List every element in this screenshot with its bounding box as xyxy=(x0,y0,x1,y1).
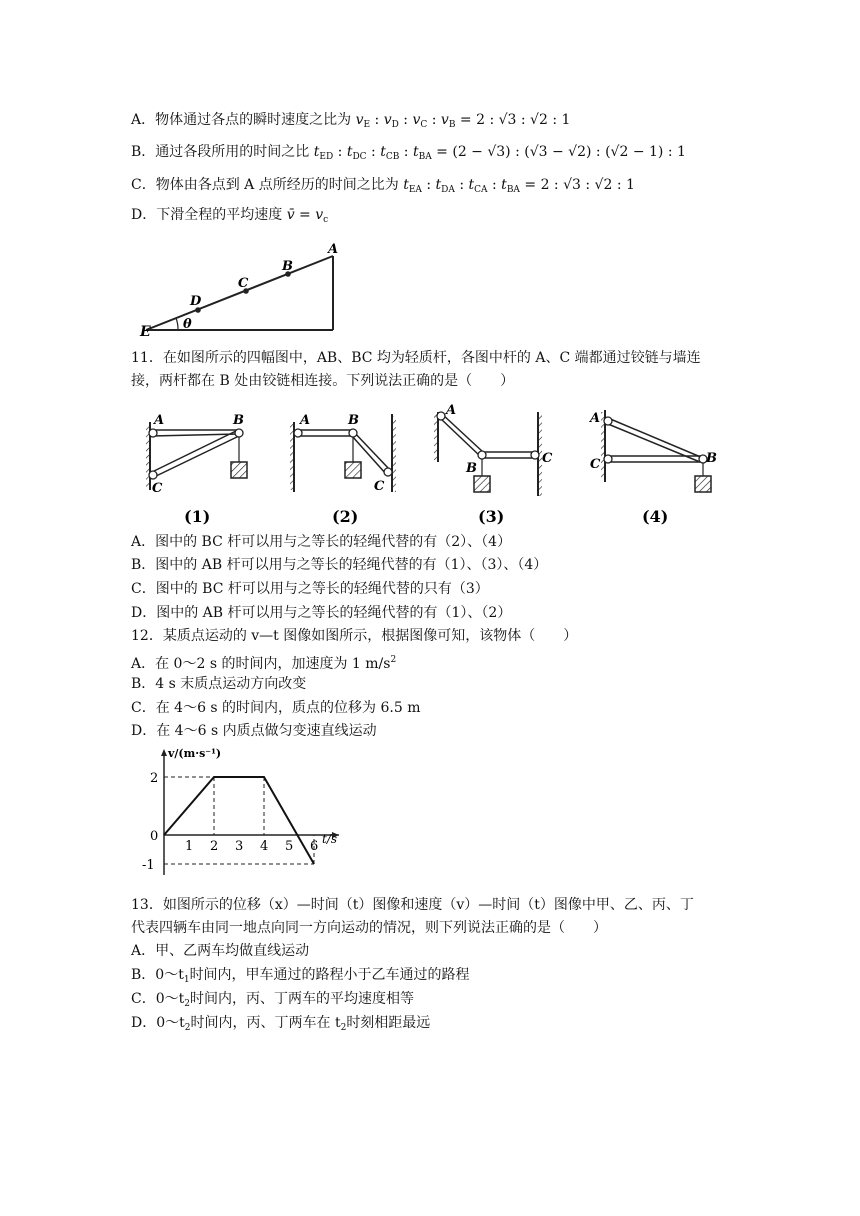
q11-stem-line2: 接，两杆都在 B 处由铰链相连接。下列说法正确的是（ ） xyxy=(131,373,515,389)
svg-text:A: A xyxy=(446,403,457,418)
label-e: E xyxy=(140,324,151,340)
q10-option-c: C．物体由各点到 A 点所经历的时间之比为 $t_{EA}$ : $t_{DA}$ : $t_{CA}$ : $t_{BA} = 2$ : √3 : √2 : 1 xyxy=(131,177,635,195)
truss-figure-3 xyxy=(434,403,553,526)
q11-stem-line1: 11．在如图所示的四幅图中，AB、BC 均为轻质杆，各图中杆的 A、C 端都通过铰链与墙连 xyxy=(131,350,701,366)
x-tick-label: 1 xyxy=(185,839,194,854)
q12-stem: 12．某质点运动的 v—t 图像如图所示，根据图像可知，该物体（ ） xyxy=(131,628,578,644)
q11-option-c: C．图中的 BC 杆可以用与之等长的轻绳代替的只有（3） xyxy=(131,581,489,597)
svg-text:C: C xyxy=(590,457,601,472)
truss-figure-1 xyxy=(146,413,247,526)
svg-text:C: C xyxy=(152,481,163,496)
svg-text:B: B xyxy=(466,461,477,476)
label-theta: θ xyxy=(183,317,192,332)
q13-option-d: D．$0\sim t_2$时间内，丙、丁两车在 $t_2$时刻相距最远 xyxy=(131,1015,431,1033)
q12-option-c: C．在 4～6 s 的时间内，质点的位移为 6.5 m xyxy=(131,700,421,716)
svg-text:B: B xyxy=(706,451,717,466)
x-tick-label: 4 xyxy=(260,839,269,854)
v-axis-arrow xyxy=(161,749,167,756)
q13-option-b: B．$0\sim t_1$时间内，甲车通过的路程小于乙车通过的路程 xyxy=(131,967,470,985)
label-b: B xyxy=(282,259,293,274)
caption-1: (1) xyxy=(184,507,211,526)
truss-figure-4 xyxy=(588,410,717,526)
q11-option-d: D．图中的 AB 杆可以用与之等长的轻绳代替的有（1）、（2） xyxy=(131,605,512,621)
svg-text:C: C xyxy=(374,479,385,494)
q13-option-a: A．甲、乙两车均做直线运动 xyxy=(131,943,310,959)
svg-text:A: A xyxy=(300,413,311,428)
y-tick-label: 2 xyxy=(150,771,159,786)
label-c: C xyxy=(238,276,249,291)
caption-3: (3) xyxy=(478,507,505,526)
svg-text:A: A xyxy=(154,413,165,428)
t-axis-label: t/s xyxy=(322,832,338,846)
v-axis-label: v/(m·s⁻¹) xyxy=(168,747,222,760)
x-tick-label: 2 xyxy=(210,839,219,854)
svg-text:B: B xyxy=(348,413,359,428)
y-tick-label: -1 xyxy=(142,858,155,873)
svg-text:B: B xyxy=(233,413,244,428)
caption-2: (2) xyxy=(332,507,359,526)
vt-graph xyxy=(132,745,362,875)
q13-stem-line1: 13．如图所示的位移（x）—时间（t）图像和速度（v）—时间（t）图像中甲、乙、丙、丁 xyxy=(131,897,694,913)
q10-option-a: A．物体通过各点的瞬时速度之比为 $v_E$ : $v_D$ : $v_C$ : $v_B = 2$ : √3 : √2 : 1 xyxy=(131,112,571,130)
q13-stem-line2: 代表四辆车由同一地点向同一方向运动的情况，则下列说法正确的是（ ） xyxy=(131,920,607,936)
truss-figures xyxy=(140,400,730,530)
x-tick-label: 6 xyxy=(310,839,319,854)
q11-option-a: A．图中的 BC 杆可以用与之等长的轻绳代替的有（2）、（4） xyxy=(131,534,512,550)
x-tick-label: 3 xyxy=(235,839,244,854)
q12-option-a: A．在 0～2 s 的时间内，加速度为 1 $m/s^2$ xyxy=(131,655,397,672)
svg-text:C: C xyxy=(542,451,553,466)
q13-option-c: C．$0\sim t_2$时间内，丙、丁两车的平均速度相等 xyxy=(131,991,414,1009)
caption-4: (4) xyxy=(642,507,669,526)
q12-option-b: B．4 s 末质点运动方向改变 xyxy=(131,676,307,692)
y-tick-label: 0 xyxy=(150,829,159,844)
label-a: A xyxy=(328,242,339,257)
x-tick-label: 5 xyxy=(285,839,294,854)
q10-option-d: D．下滑全程的平均速度 v̄ = $v_c$ xyxy=(131,207,329,225)
q10-option-b: B．通过各段所用的时间之比 $t_{ED}$ : $t_{DC}$ : $t_{CB}$ : $t_{BA} = (2 - √3)$ : (√3 − √2) : (√2 − 1) : 1 xyxy=(131,144,686,162)
q12-option-d: D．在 4～6 s 内质点做匀变速直线运动 xyxy=(131,723,377,739)
svg-text:A: A xyxy=(590,411,601,426)
incline-figure xyxy=(128,240,348,340)
truss-figure-2 xyxy=(290,413,396,526)
label-d: D xyxy=(190,294,202,309)
q11-option-b: B．图中的 AB 杆可以用与之等长的轻绳代替的有（1）、（3）、（4） xyxy=(131,557,548,573)
